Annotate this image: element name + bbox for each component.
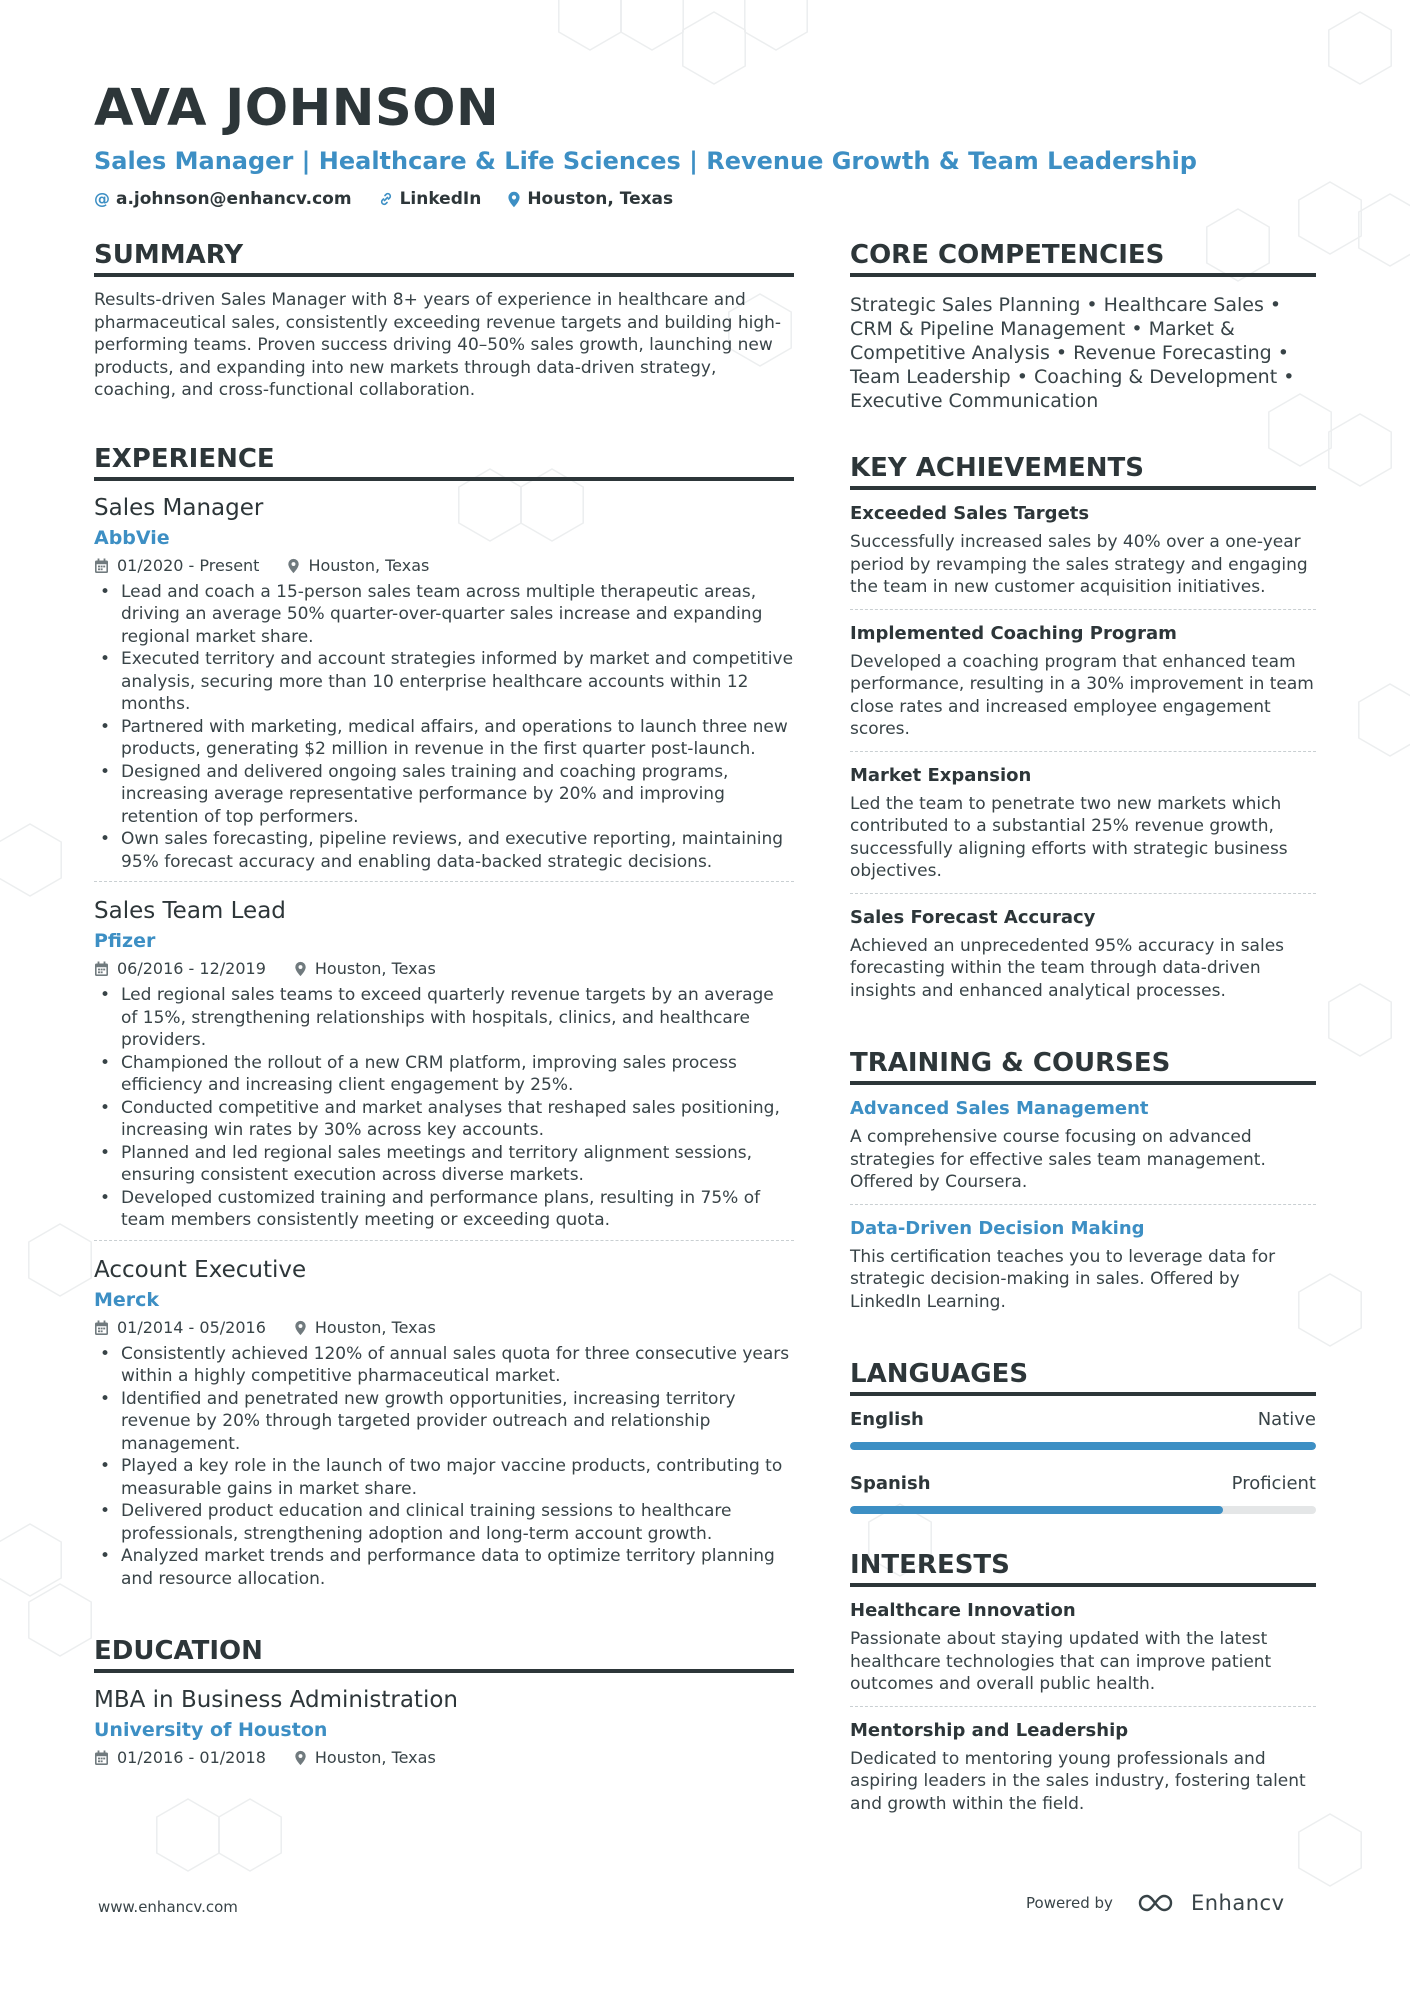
achievement-item xyxy=(850,906,1316,1013)
job-meta xyxy=(94,958,794,980)
job-location xyxy=(287,555,429,577)
language-row xyxy=(850,1408,1316,1432)
contact-row xyxy=(94,188,1314,210)
competencies-text: Strategic Sales Planning • Healthcare Sales • CRM & Pipeline Management • Market & Competitive Analysis • Revenue Forecasting • Team Leadership • Coaching & Development • Executive Communication xyxy=(850,294,1295,412)
job-bullet: • Consistently achieved 120% of annual sales quota for three consecutive years within a highly competitive pharmaceutical market. xyxy=(94,1343,794,1388)
contact-email[interactable] xyxy=(94,188,352,210)
job-bullets xyxy=(94,581,794,874)
training-item xyxy=(850,1217,1316,1324)
map-pin-icon xyxy=(294,1750,307,1766)
job-role: Sales Team Lead xyxy=(94,898,286,924)
job-meta xyxy=(94,1317,794,1339)
training-desc: This certification teaches you to leverage data for strategic decision-making in sales. Offered by LinkedIn Learning. xyxy=(850,1246,1276,1312)
job-company: AbbVie xyxy=(94,526,170,549)
map-pin-icon xyxy=(294,961,307,977)
powered-by-text: Powered by xyxy=(1026,1894,1113,1912)
interests-section xyxy=(850,1548,1316,1825)
achievement-desc: Developed a coaching program that enhanced team performance, resulting in a 30% improvement in team close rates and increased employee engagement scores. xyxy=(850,651,1314,739)
contact-linkedin[interactable] xyxy=(378,188,482,210)
map-pin-icon xyxy=(287,558,300,574)
job-bullets xyxy=(94,984,794,1232)
map-pin-icon xyxy=(294,1320,307,1336)
language-level: Proficient xyxy=(1231,1473,1316,1494)
email-text: a.johnson@enhancv.com xyxy=(116,189,352,209)
calendar-icon xyxy=(94,1320,109,1336)
right-column xyxy=(850,238,1316,1853)
interest-title: Healthcare Innovation xyxy=(850,1600,1076,1621)
language-item xyxy=(850,1408,1316,1450)
competencies-heading: CORE COMPETENCIES xyxy=(850,238,1316,277)
language-item xyxy=(850,1472,1316,1514)
education-meta xyxy=(94,1747,794,1769)
training-title: Data-Driven Decision Making xyxy=(850,1217,1145,1239)
job-bullet: • Played a key role in the launch of two major vaccine products, contributing to measurable gains in market share. xyxy=(94,1455,794,1500)
location-text: Houston, Texas xyxy=(527,189,674,209)
achievement-title: Sales Forecast Accuracy xyxy=(850,906,1096,928)
training-section xyxy=(850,1046,1316,1323)
job-bullet: • Developed customized training and performance plans, resulting in 75% of team members consistently meeting or exceeding quota. xyxy=(94,1187,794,1232)
footer-branding[interactable] xyxy=(1026,1891,1285,1915)
left-column xyxy=(94,238,794,1797)
job-company: Pfizer xyxy=(94,930,156,952)
education-location-text: Houston, Texas xyxy=(314,1748,436,1767)
job-bullet: • Lead and coach a 15-person sales team across multiple therapeutic areas, driving an average 50% quarter-over-quarter sales increase and expanding regional market share. xyxy=(94,581,794,649)
job-location-text: Houston, Texas xyxy=(308,555,430,575)
training-item xyxy=(850,1097,1316,1205)
interest-title: Mentorship and Leadership xyxy=(850,1719,1129,1741)
training-heading: TRAINING & COURSES xyxy=(850,1046,1316,1085)
achievement-desc: Led the team to penetrate two new markets which contributed to a substantial 25% revenue growth, successfully aligning efforts with strategic business objectives. xyxy=(850,793,1288,881)
language-name: Spanish xyxy=(850,1473,931,1494)
brand-name: Enhancv xyxy=(1190,1891,1285,1915)
job-dates xyxy=(94,1317,266,1339)
job-bullets xyxy=(94,1343,794,1591)
education-dates xyxy=(94,1747,266,1769)
achievements-section xyxy=(850,451,1316,1012)
achievement-title: Market Expansion xyxy=(850,764,1032,786)
enhancv-logo xyxy=(1137,1891,1285,1915)
language-row xyxy=(850,1472,1316,1496)
language-bar xyxy=(850,1442,1316,1450)
job-role: Account Executive xyxy=(94,1256,307,1283)
calendar-icon xyxy=(94,1750,109,1766)
job-location-text: Houston, Texas xyxy=(314,1317,436,1337)
interests-heading: INTERESTS xyxy=(850,1548,1316,1587)
linkedin-text: LinkedIn xyxy=(399,189,482,209)
job-bullet: • Planned and led regional sales meetings and territory alignment sessions, ensuring consistent execution across diverse markets. xyxy=(94,1142,794,1187)
job-company: Merck xyxy=(94,1288,160,1311)
job-bullet: • Delivered product education and clinical training sessions to healthcare professionals, strengthening adoption and long-term account growth. xyxy=(94,1500,794,1545)
language-bar-fill xyxy=(850,1442,1316,1450)
training-desc: A comprehensive course focusing on advanced strategies for effective sales team management. Offered by Coursera. xyxy=(850,1127,1266,1192)
achievement-desc: Successfully increased sales by 40% over a one-year period by revamping the sales strategy and engaging the team in new customer acquisition initiatives. xyxy=(850,532,1308,597)
education-dates-text: 01/2016 - 01/2018 xyxy=(117,1748,266,1767)
interest-desc: Dedicated to mentoring young professionals and aspiring leaders in the sales industry, fostering talent and growth within the field. xyxy=(850,1748,1306,1814)
resume-header xyxy=(94,78,1314,210)
languages-section xyxy=(850,1357,1316,1514)
job-dates-text: 01/2020 - Present xyxy=(117,555,260,575)
education-school: University of Houston xyxy=(94,1719,328,1741)
education-location xyxy=(294,1747,436,1769)
job-bullet: • Championed the rollout of a new CRM platform, improving sales process efficiency and increasing client engagement by 25%. xyxy=(94,1052,794,1097)
language-bar-fill xyxy=(850,1506,1223,1514)
candidate-title: Sales Manager | Healthcare & Life Sciences | Revenue Growth & Team Leadership xyxy=(94,147,1197,175)
experience-heading: EXPERIENCE xyxy=(94,442,794,481)
job-bullet: • Designed and delivered ongoing sales training and coaching programs, increasing average representative performance by 20% and improving retention of top performers. xyxy=(94,761,794,829)
job-bullet: • Partnered with marketing, medical affairs, and operations to launch three new products, generating $2 million in revenue in the first quarter post-launch. xyxy=(94,716,794,761)
map-pin-icon xyxy=(507,191,521,208)
calendar-icon xyxy=(94,961,109,977)
interest-item xyxy=(850,1719,1316,1826)
summary-heading: SUMMARY xyxy=(94,238,794,277)
interest-item xyxy=(850,1599,1316,1707)
education-section xyxy=(94,1634,794,1769)
achievement-desc: Achieved an unprecedented 95% accuracy in sales forecasting within the team through data-driven insights and enhanced analytical processes. xyxy=(850,935,1285,1001)
experience-entry xyxy=(94,493,794,883)
achievements-heading: KEY ACHIEVEMENTS xyxy=(850,451,1316,490)
footer-website[interactable]: www.enhancv.com xyxy=(98,1898,238,1916)
job-meta xyxy=(94,555,794,577)
achievement-item xyxy=(850,764,1316,894)
language-name: English xyxy=(850,1409,924,1430)
job-dates-text: 01/2014 - 05/2016 xyxy=(117,1317,266,1337)
achievement-item xyxy=(850,502,1316,610)
job-bullet: • Identified and penetrated new growth opportunities, increasing territory revenue by 20% through targeted provider outreach and relationship management. xyxy=(94,1388,794,1456)
job-bullet: • Led regional sales teams to exceed quarterly revenue targets by an average of 15%, strengthening relationships with hospitals, clinics, and healthcare providers. xyxy=(94,984,794,1052)
job-location-text: Houston, Texas xyxy=(314,959,436,978)
contact-location xyxy=(507,188,673,210)
interest-desc: Passionate about staying updated with the latest healthcare technologies that can improve patient outcomes and overall public health. xyxy=(850,1629,1272,1694)
summary-text: Results-driven Sales Manager with 8+ years of experience in healthcare and pharmaceutical sales, consistently exceeding revenue targets and building high-performing teams. Proven success driving 40–50% sales growth, launching new products, and expanding into new markets through data-driven strategy, coaching, and cross-functional collaboration. xyxy=(94,290,782,400)
achievement-title: Exceeded Sales Targets xyxy=(850,503,1090,524)
job-location xyxy=(294,1317,436,1339)
achievement-item xyxy=(850,622,1316,752)
enhancv-logo-icon xyxy=(1137,1892,1183,1914)
training-title: Advanced Sales Management xyxy=(850,1098,1149,1119)
competencies-section xyxy=(850,238,1316,413)
education-heading: EDUCATION xyxy=(94,1634,794,1673)
job-bullet: • Conducted competitive and market analyses that reshaped sales positioning, increasing win rates by 30% across key accounts. xyxy=(94,1097,794,1142)
calendar-icon xyxy=(94,558,109,574)
job-dates xyxy=(94,555,259,577)
experience-section xyxy=(94,442,794,1599)
job-bullet: • Own sales forecasting, pipeline reviews, and executive reporting, maintaining 95% forecast accuracy and enabling data-backed strategic decisions. xyxy=(94,828,794,873)
job-bullet: • Executed territory and account strategies informed by market and competitive analysis, securing more than 10 enterprise healthcare accounts within 12 months. xyxy=(94,648,794,716)
summary-section xyxy=(94,238,794,402)
candidate-name: AVA JOHNSON xyxy=(94,79,500,138)
experience-entry xyxy=(94,1255,794,1599)
education-degree: MBA in Business Administration xyxy=(94,1687,458,1713)
language-bar xyxy=(850,1506,1316,1514)
job-dates xyxy=(94,958,266,980)
link-icon xyxy=(378,191,394,207)
job-location xyxy=(294,958,436,980)
languages-heading: LANGUAGES xyxy=(850,1357,1316,1396)
at-icon: @ xyxy=(94,189,110,208)
language-level: Native xyxy=(1257,1409,1316,1430)
experience-entry xyxy=(94,896,794,1241)
achievement-title: Implemented Coaching Program xyxy=(850,622,1177,644)
job-dates-text: 06/2016 - 12/2019 xyxy=(117,959,266,978)
job-bullet: • Analyzed market trends and performance data to optimize territory planning and resource allocation. xyxy=(94,1545,794,1590)
job-role: Sales Manager xyxy=(94,494,264,521)
